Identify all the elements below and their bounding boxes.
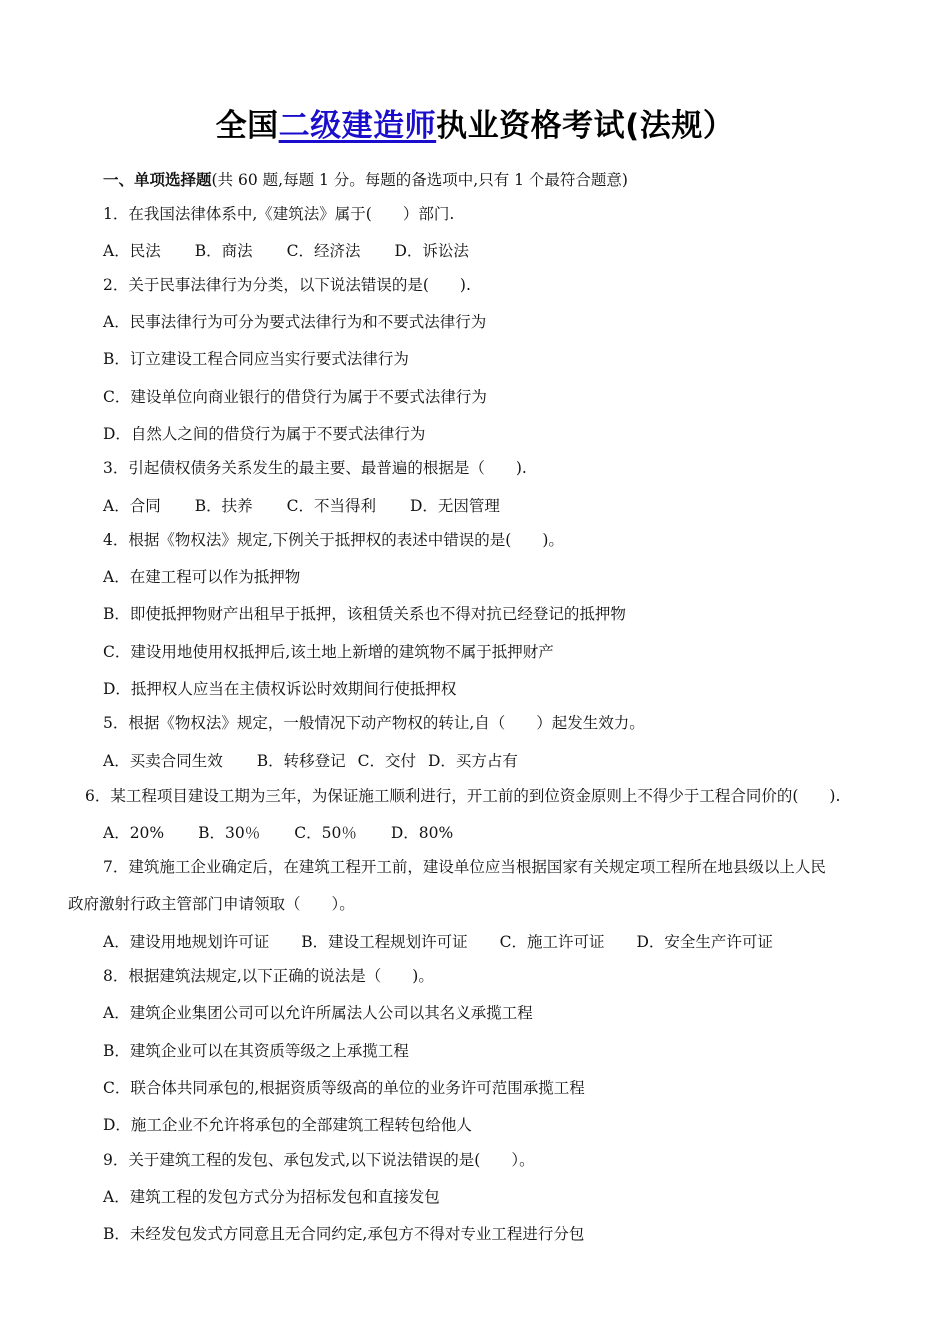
title-link[interactable]: 二级建造师 bbox=[278, 108, 437, 144]
question-4-stem: 4．根据《物权法》规定,下例关于抵押权的表述中错误的是( )。 bbox=[103, 531, 564, 549]
q5-option-c: C．交付 bbox=[357, 752, 416, 770]
section-note: (共 60 题,每题 1 分。每题的备选项中,只有 1 个最符合题意) bbox=[211, 171, 628, 189]
q4-option-d: D．抵押权人应当在主债权诉讼时效期间行使抵押权 bbox=[103, 680, 457, 698]
q2-option-d: D．自然人之间的借贷行为属于不要式法律行为 bbox=[103, 425, 426, 443]
q2-option-a: A．民事法律行为可分为要式法律行为和不要式法律行为 bbox=[103, 313, 487, 331]
q1-option-a: A．民法 bbox=[103, 242, 161, 260]
q5-option-a: A．买卖合同生效 bbox=[103, 752, 223, 770]
question-7-options bbox=[103, 932, 805, 952]
question-8-stem: 8．根据建筑法规定,以下正确的说法是（ )。 bbox=[103, 967, 434, 985]
q7-option-c: C．施工许可证 bbox=[499, 933, 605, 951]
question-9-stem: 9．关于建筑工程的发包、承包发式,以下说法错误的是( ）。 bbox=[103, 1151, 535, 1169]
q8-option-a: A．建筑企业集团公司可以允许所属法人公司以其名义承揽工程 bbox=[103, 1004, 533, 1022]
question-1-stem: 1．在我国法律体系中,《建筑法》属于( ）部门. bbox=[103, 205, 455, 223]
question-6-stem: 6．某工程项目建设工期为三年，为保证施工顺利进行，开工前的到位资金原则上不得少于工程合同价的( ). bbox=[85, 787, 841, 805]
q3-option-d: D．无因管理 bbox=[409, 497, 500, 515]
q3-option-a: A．合同 bbox=[103, 497, 161, 515]
title-suffix: 执业资格考试(法规） bbox=[436, 108, 735, 144]
question-2-stem: 2．关于民事法律行为分类，以下说法错误的是( ). bbox=[103, 276, 471, 294]
q8-option-c: C．联合体共同承包的,根据资质等级高的单位的业务许可范围承揽工程 bbox=[103, 1079, 585, 1097]
q6-option-d: D．80% bbox=[390, 824, 454, 842]
q7-option-a: A．建设用地规划许可证 bbox=[103, 933, 270, 951]
title-prefix: 全国 bbox=[215, 108, 279, 144]
q1-option-d: D．诉讼法 bbox=[394, 242, 469, 260]
document-title bbox=[0, 100, 950, 145]
question-7-stem-line2: 政府激射行政主管部门申请领取（ ）。 bbox=[68, 895, 355, 913]
section-heading: 一、单项选择题 bbox=[103, 171, 212, 189]
q7-option-b: B．建设工程规划许可证 bbox=[301, 933, 468, 951]
question-6-options bbox=[103, 823, 487, 843]
question-7-stem-line1: 7．建筑施工企业确定后，在建筑工程开工前，建设单位应当根据国家有关规定项工程所在地县级以上人民 bbox=[103, 858, 826, 876]
question-5-stem: 5．根据《物权法》规定，一般情况下动产物权的转让,自（ ）起发生效力。 bbox=[103, 714, 645, 732]
q6-option-b: B．30％ bbox=[198, 824, 261, 842]
q5-option-b: B．转移登记 bbox=[256, 752, 346, 770]
q6-option-c: C．50％ bbox=[294, 824, 357, 842]
q3-option-b: B．扶养 bbox=[194, 497, 253, 515]
q9-option-b: B．未经发包发式方同意且无合同约定,承包方不得对专业工程进行分包 bbox=[103, 1225, 585, 1243]
question-3-stem: 3．引起债权债务关系发生的最主要、最普遍的根据是（ ). bbox=[103, 459, 527, 477]
q4-option-c: C．建设用地使用权抵押后,该土地上新增的建筑物不属于抵押财产 bbox=[103, 643, 554, 661]
q9-option-a: A．建筑工程的发包方式分为招标发包和直接发包 bbox=[103, 1188, 440, 1206]
section-heading-line bbox=[103, 170, 628, 190]
question-5-options bbox=[103, 751, 530, 771]
question-3-options bbox=[103, 496, 534, 516]
q1-option-c: C．经济法 bbox=[286, 242, 361, 260]
q2-option-c: C．建设单位向商业银行的借贷行为属于不要式法律行为 bbox=[103, 388, 487, 406]
q8-option-b: B．建筑企业可以在其资质等级之上承揽工程 bbox=[103, 1042, 409, 1060]
q6-option-a: A．20% bbox=[103, 824, 165, 842]
q2-option-b: B．订立建设工程合同应当实行要式法律行为 bbox=[103, 350, 409, 368]
q4-option-a: A．在建工程可以作为抵押物 bbox=[103, 568, 301, 586]
q1-option-b: B．商法 bbox=[194, 242, 253, 260]
q8-option-d: D．施工企业不允许将承包的全部建筑工程转包给他人 bbox=[103, 1116, 472, 1134]
q4-option-b: B．即使抵押物财产出租早于抵押，该租赁关系也不得对抗已经登记的抵押物 bbox=[103, 605, 626, 623]
q3-option-c: C．不当得利 bbox=[286, 497, 376, 515]
q5-option-d: D．买方占有 bbox=[427, 752, 518, 770]
question-1-options bbox=[103, 241, 503, 261]
q7-option-d: D．安全生产许可证 bbox=[636, 933, 773, 951]
